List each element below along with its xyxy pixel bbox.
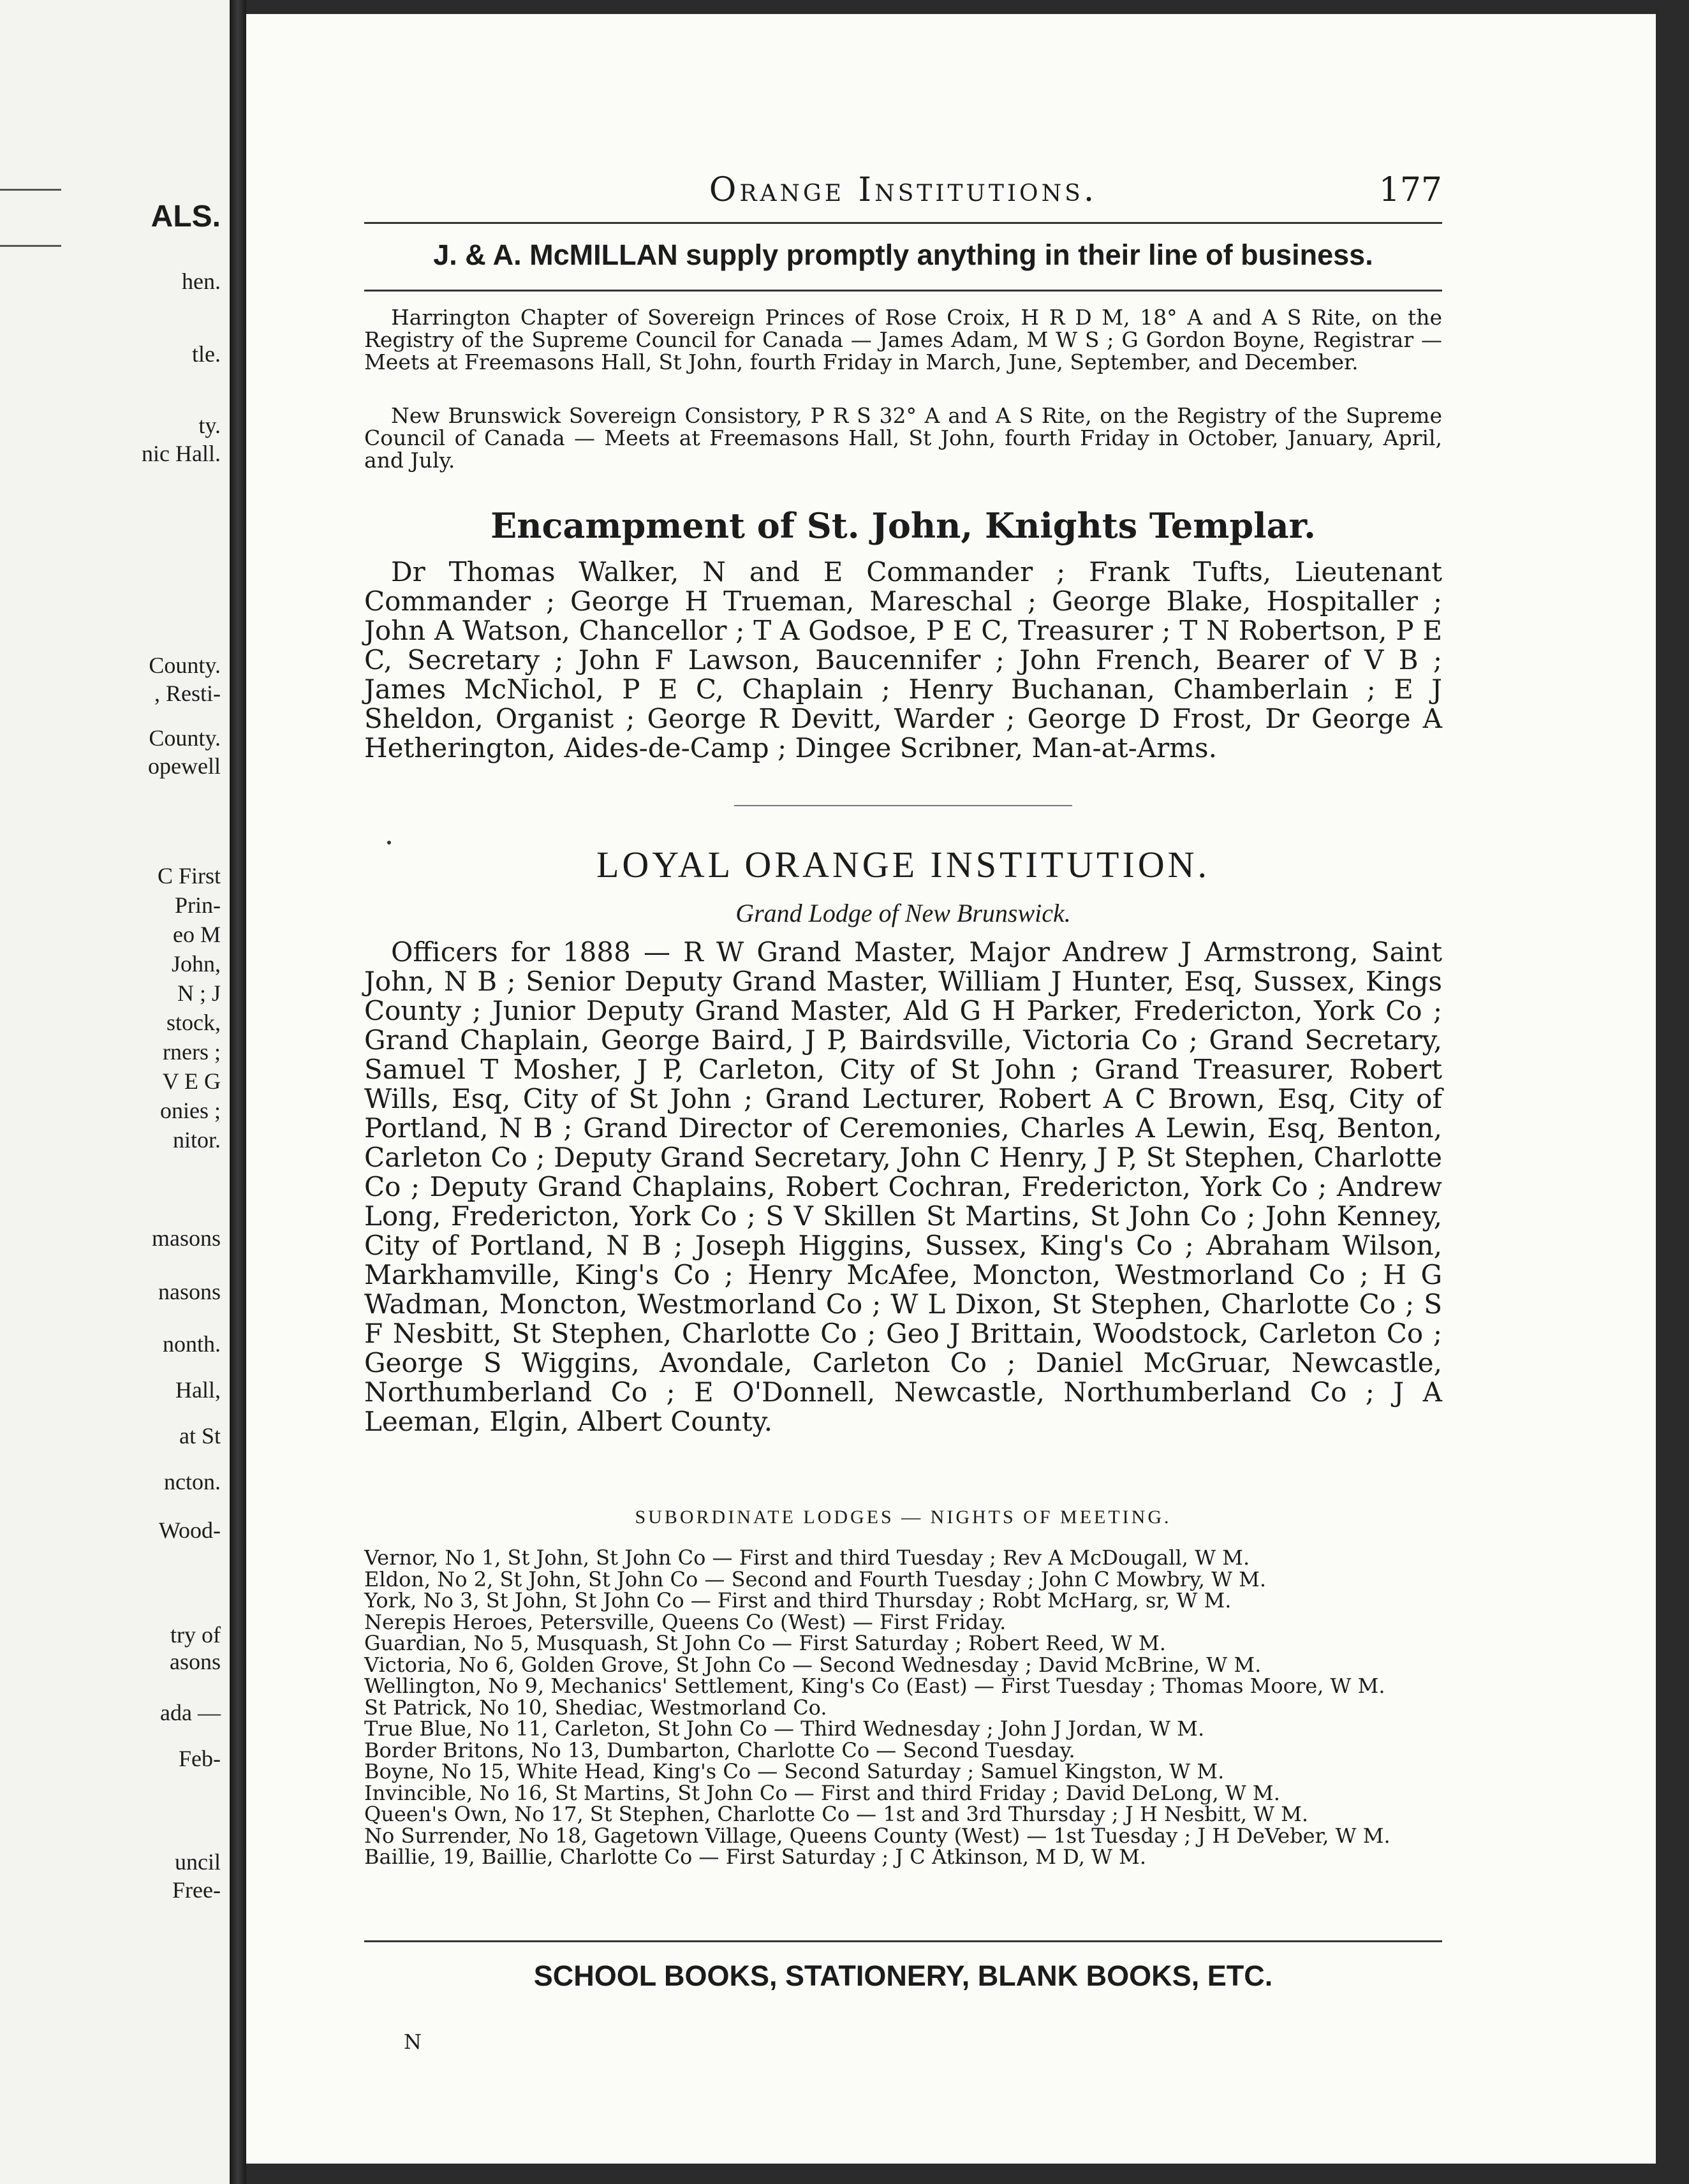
lodge-entry: Wellington, No 9, Mechanics' Settlement, King's Co (East) — First Tuesday ; Thomas Moore, W M. xyxy=(364,1674,1385,1698)
top-advertisement: J. & A. McMILLAN supply promptly anything in their line of business. xyxy=(433,239,1373,271)
intro-paragraph: New Brunswick Sovereign Consistory, P R S 32° A and A S Rite, on the Registry of the Supreme Council of Canada — Meets at Freemasons Hall, St John, fourth Friday in October, January, April, and July. xyxy=(364,403,1442,473)
left-page-fragment-line: nonth. xyxy=(162,1331,221,1357)
signature-mark: N xyxy=(404,2030,422,2054)
advertisement-rule xyxy=(364,290,1442,291)
lodge-entry: Vernor, No 1, St John, St John Co — First and third Tuesday ; Rev A McDougall, W M. xyxy=(364,1546,1250,1570)
left-page-fragment-line: at St xyxy=(179,1423,221,1449)
running-head xyxy=(364,171,1442,212)
section-divider xyxy=(734,805,1072,806)
bottom-advertisement: SCHOOL BOOKS, STATIONERY, BLANK BOOKS, ETC. xyxy=(533,1959,1273,1992)
left-page-fragment-line: ncton. xyxy=(164,1469,221,1494)
running-title: Orange Institutions. xyxy=(709,171,1098,209)
left-page-fragment-line: C First xyxy=(157,863,221,889)
lodge-entry: Guardian, No 5, Musquash, St John Co — First Saturday ; Robert Reed, W M. xyxy=(364,1631,1166,1655)
left-page-fragment-line: uncil xyxy=(175,1849,221,1875)
header-rule xyxy=(364,222,1442,224)
grand-lodge-subtitle: Grand Lodge of New Brunswick. xyxy=(735,899,1071,927)
grand-lodge-officers: Officers for 1888 — R W Grand Master, Major Andrew J Armstrong, Saint John, N B ; Senior Deputy Grand Master, William J Hunter, Esq, Sussex, Kings County ; Junior Deputy Grand Master, Ald G H Parker, Fredericton, York Co ; Grand Chaplain, George Baird, J P, Bairdsville, Victoria Co ; Grand Secretary, Samuel T Mosher, J P, Carleton, City of St John ; Grand Treasurer, Robert Wills, Esq, City of St John ; Grand Lecturer, Robert A C Brown, Esq, City of Portland, N B ; Grand Director of Ceremonies, Charles A Lewin, Esq, Benton, Carleton Co ; Deputy Grand Secretary, John C Henry, J P, St Stephen, Charlotte Co ; Deputy Grand Chaplains, Robert Cochran, Fredericton, York Co ; Andrew Long, Fredericton, York Co ; S V Skillen St Martins, St John Co ; John Kenney, City of Portland, N B ; Joseph Higgins, Sussex, King's Co ; Abraham Wilson, Markhamville, King's Co ; Henry McAfee, Moncton, Westmorland Co ; H G Wadman, Moncton, Westmorland Co ; W L Dixon, St Stephen, Charlotte Co ; S F Nesbitt, St Stephen, Charlotte Co ; Geo J Brittain, Woodstock, Carleton Co ; George S Wiggins, Avondale, Carleton Co ; Daniel McGruar, Newcastle, Northumberland Co ; E O'Donnell, Newcastle, Northumberland Co ; J A Leeman, Elgin, Albert County. xyxy=(364,936,1442,1437)
left-page-fragment-line: opewell xyxy=(148,753,221,779)
encampment-title: Encampment of St. John, Knights Templar. xyxy=(490,505,1316,546)
loyal-orange-title: LOYAL ORANGE INSTITUTION. xyxy=(596,844,1211,885)
left-page-fragment-line: County. xyxy=(149,725,221,751)
intro-paragraph: Harrington Chapter of Sovereign Princes of Rose Croix, H R D M, 18° A and A S Rite, on the Registry of the Supreme Council for Canada — James Adam, M W S ; G Gordon Boyne, Registrar — Meets at Freemasons Hall, St John, fourth Friday in March, June, September, and December. xyxy=(364,305,1442,374)
left-page-fragment-line: masons xyxy=(152,1225,221,1251)
lodge-entry: True Blue, No 11, Carleton, St John Co — Third Wednesday ; John J Jordan, W M. xyxy=(364,1716,1205,1741)
subordinate-lodges-list xyxy=(364,1547,1442,1868)
left-page-fragment-line: stock, xyxy=(166,1010,221,1035)
lodge-entry: No Surrender, No 18, Gagetown Village, Queens County (West) — 1st Tuesday ; J H DeVeber, W M. xyxy=(364,1823,1390,1848)
left-page-fragment-line: nitor. xyxy=(172,1127,221,1153)
left-page-rule xyxy=(0,189,61,191)
left-page-fragment-line: Hall, xyxy=(175,1377,221,1403)
lodge-entry: Victoria, No 6, Golden Grove, St John Co — Second Wednesday ; David McBrine, W M. xyxy=(364,1652,1262,1677)
encampment-officers: Dr Thomas Walker, N and E Commander ; Frank Tufts, Lieutenant Commander ; George H Trueman, Mareschal ; George Blake, Hospitaller ; John A Watson, Chancellor ; T A Godsoe, P E C, Treasurer ; T N Robertson, P E C, Secretary ; John F Lawson, Baucennifer ; John French, Bearer of V B ; James McNichol, P E C, Chaplain ; Henry Buchanan, Chamberlain ; E J Sheldon, Organist ; George R Devitt, Warder ; George D Frost, Dr George A Hetherington, Aides-de-Camp ; Dingee Scribner, Man-at-Arms. xyxy=(364,556,1442,764)
left-page-fragment-line: Free- xyxy=(172,1877,221,1903)
left-page-fragment-line: Prin- xyxy=(175,892,221,918)
left-page-fragment-line: tle. xyxy=(192,341,221,367)
lodge-entry: Queen's Own, No 17, St Stephen, Charlotte Co — 1st and 3rd Thursday ; J H Nesbitt, W M. xyxy=(364,1802,1309,1826)
left-page-fragment-line: Wood- xyxy=(158,1517,221,1543)
left-page-fragment xyxy=(0,0,230,2184)
left-page-fragment-line: asons xyxy=(170,1649,221,1674)
left-page-fragment-line: N ; J xyxy=(177,980,221,1006)
lodge-entry: Baillie, 19, Baillie, Charlotte Co — First Saturday ; J C Atkinson, M D, W M. xyxy=(364,1845,1147,1869)
left-page-fragment-line: Feb- xyxy=(179,1746,221,1771)
lodge-entry: Border Britons, No 13, Dumbarton, Charlotte Co — Second Tuesday. xyxy=(364,1738,1075,1762)
lodge-entry: St Patrick, No 10, Shediac, Westmorland Co. xyxy=(364,1695,827,1720)
left-page-fragment-line: nic Hall. xyxy=(142,441,221,466)
lodge-entry: York, No 3, St John, St John Co — First and third Thursday ; Robt McHarg, sr, W M. xyxy=(364,1588,1232,1612)
page-number: 177 xyxy=(1378,171,1442,209)
footer-rule xyxy=(364,1940,1442,1942)
lodge-entry: Nerepis Heroes, Petersville, Queens Co (West) — First Friday. xyxy=(364,1609,1007,1634)
left-page-fragment-line: County. xyxy=(149,653,221,678)
left-page-fragment-line: try of xyxy=(170,1622,221,1648)
subordinate-lodges-heading: SUBORDINATE LODGES — NIGHTS OF MEETING. xyxy=(635,1507,1172,1528)
left-page-fragment-line: rners ; xyxy=(163,1039,221,1065)
book-page xyxy=(246,14,1656,2164)
left-page-heading: ALS. xyxy=(151,200,221,233)
left-page-fragment-line: John, xyxy=(171,951,221,977)
left-page-fragment-line: ada — xyxy=(160,1700,221,1725)
left-page-fragment-line: ty. xyxy=(198,413,221,438)
left-page-fragment-line: nasons xyxy=(158,1279,221,1304)
book-gutter xyxy=(230,0,246,2184)
left-page-fragment-line: onies ; xyxy=(160,1098,221,1123)
lodge-entry: Boyne, No 15, White Head, King's Co — Second Saturday ; Samuel Kingston, W M. xyxy=(364,1759,1225,1783)
lodge-entry: Eldon, No 2, St John, St John Co — Second and Fourth Tuesday ; John C Mowbry, W M. xyxy=(364,1567,1267,1591)
left-page-fragment-line: hen. xyxy=(182,269,221,294)
left-page-fragment-line: eo M xyxy=(173,922,221,947)
left-page-fragment-line: V E G xyxy=(162,1068,221,1094)
left-page-rule xyxy=(0,245,61,247)
left-page-fragment-line: , Resti- xyxy=(154,681,221,706)
lodge-entry: Invincible, No 16, St Martins, St John Co — First and third Friday ; David DeLong, W M. xyxy=(364,1780,1280,1805)
